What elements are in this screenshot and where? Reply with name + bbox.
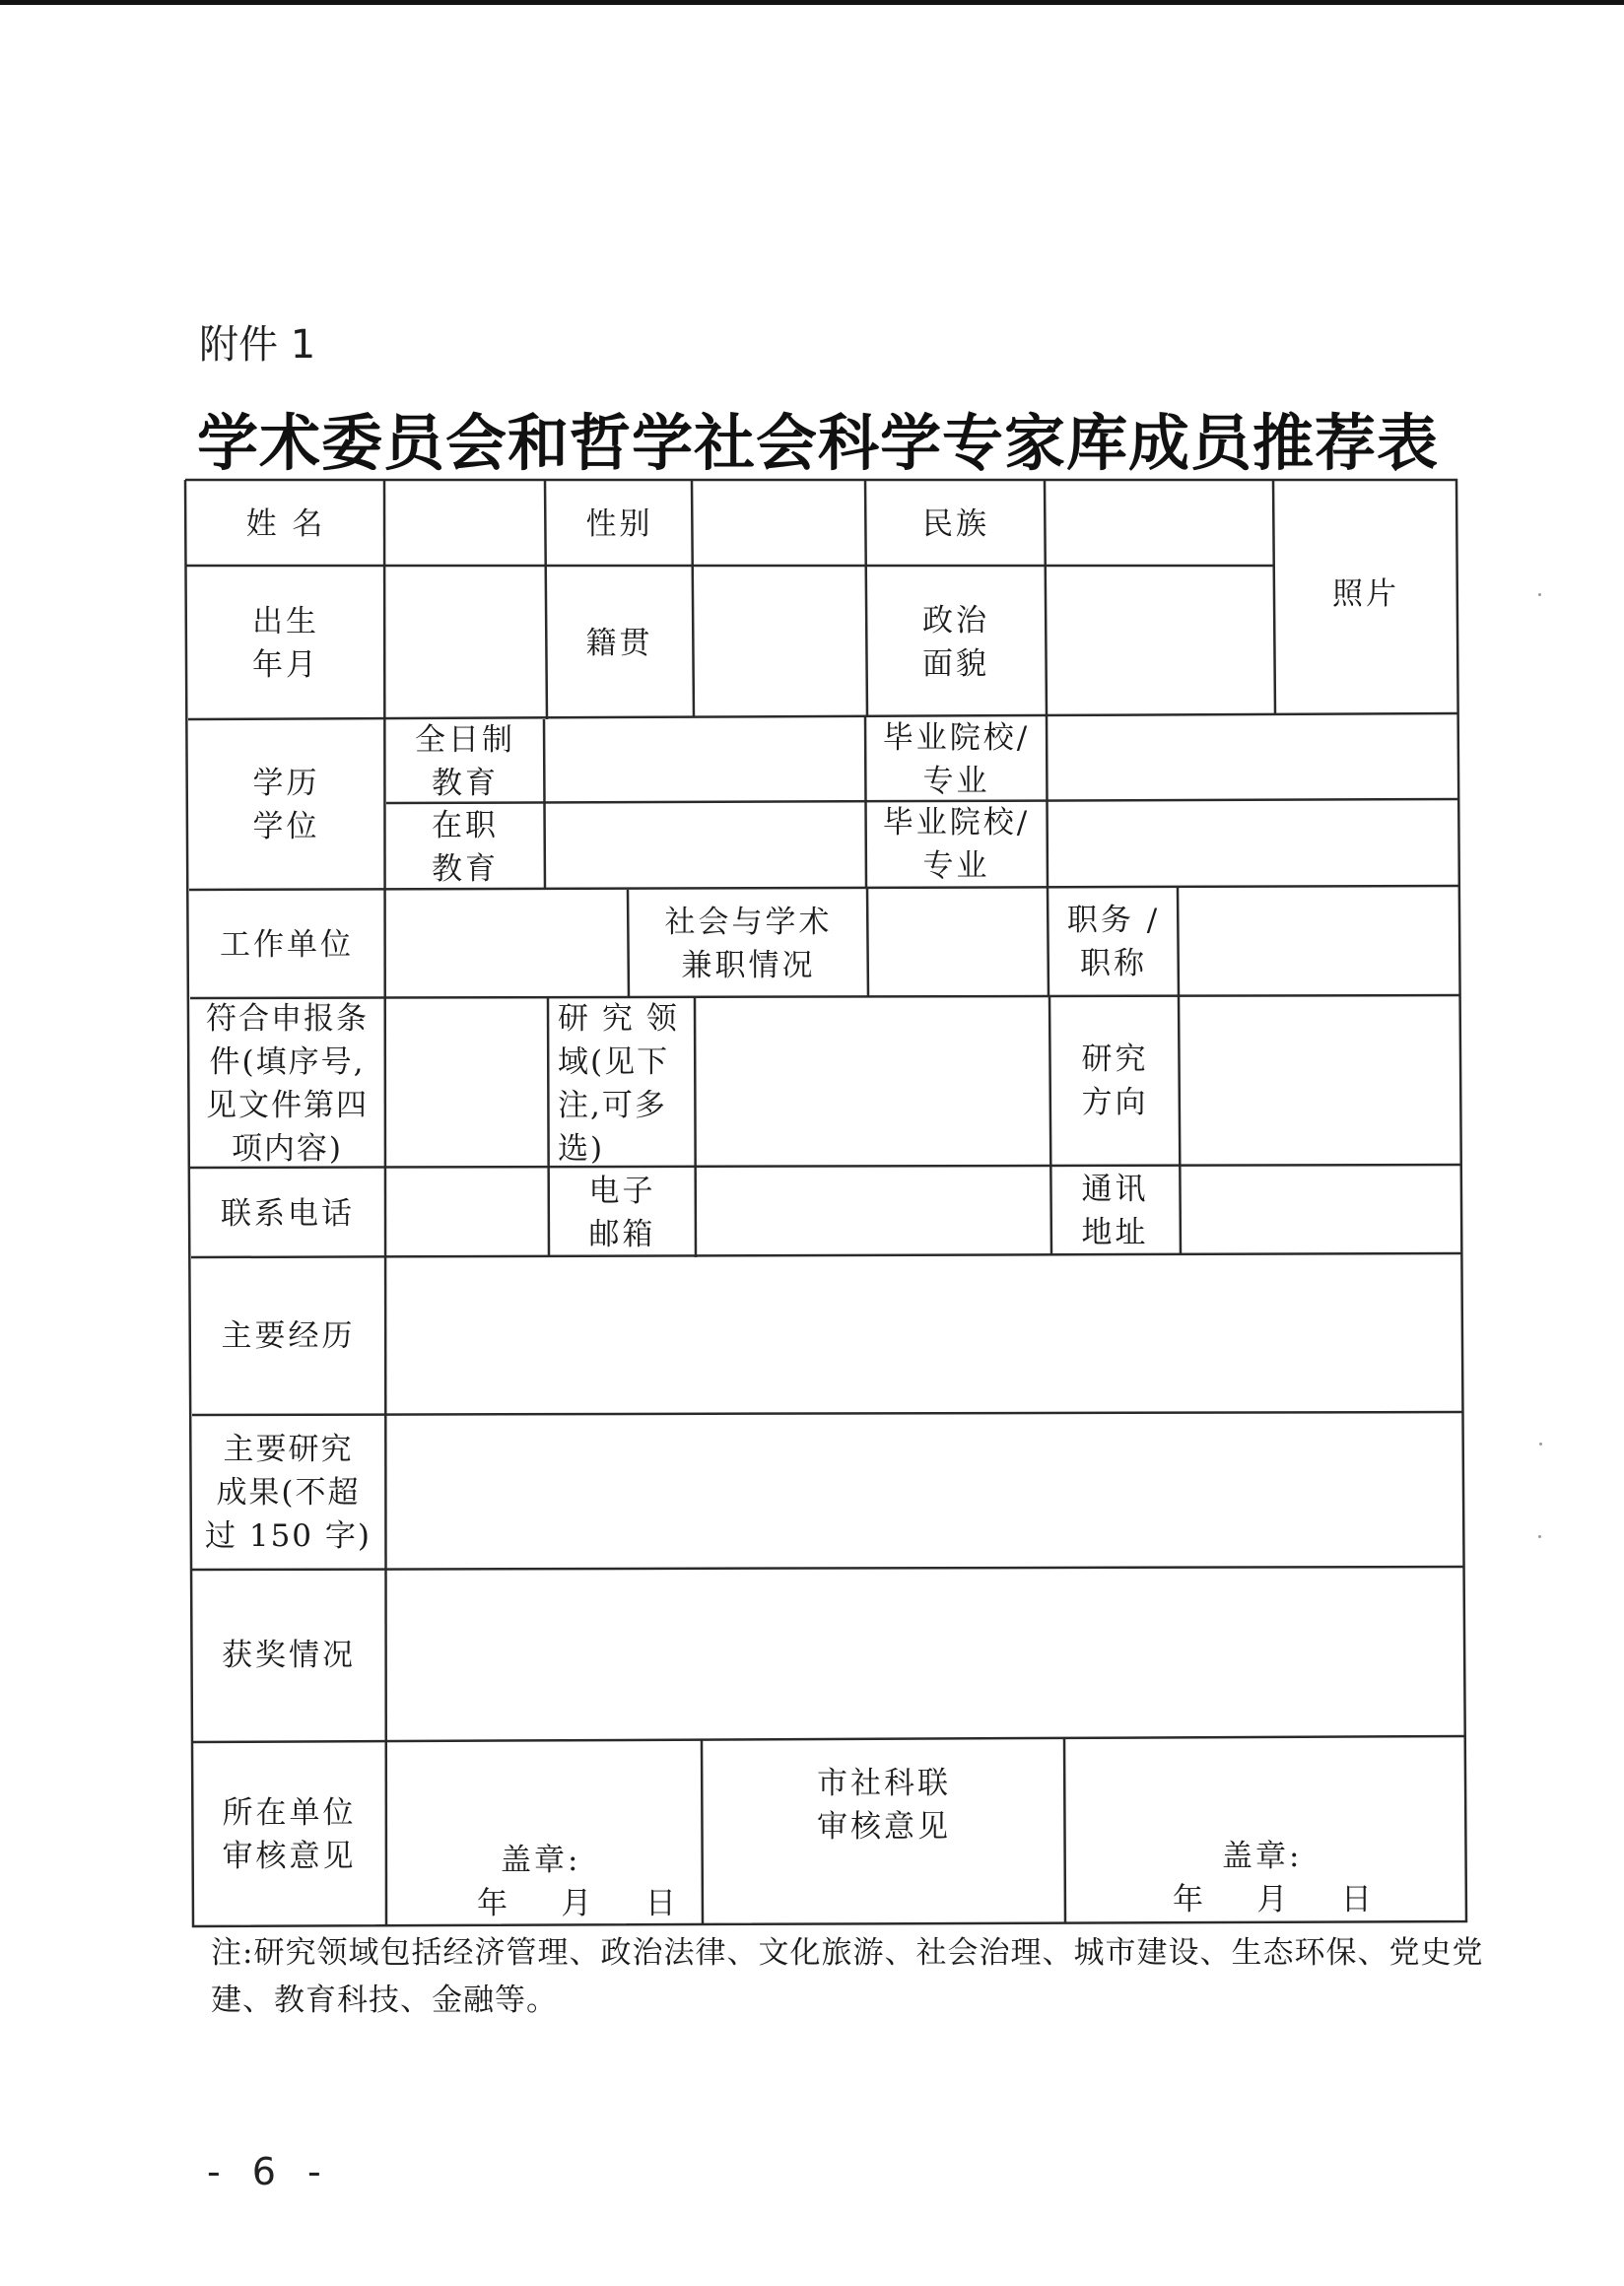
unit-review-date: 年 月 日 — [477, 1886, 679, 1921]
research-field-input[interactable] — [697, 998, 1049, 1167]
main-achievements-field[interactable] — [386, 1414, 1462, 1567]
name-label: 姓 名 — [245, 505, 326, 542]
fulltime-education-label: 全日制 教育 — [415, 722, 515, 801]
political-status-field[interactable] — [1047, 568, 1273, 715]
address-field[interactable] — [1181, 1167, 1460, 1254]
ethnicity-field[interactable] — [1047, 482, 1273, 566]
education-degree-label: 学历 学位 — [252, 766, 320, 844]
email-field[interactable] — [697, 1168, 1049, 1255]
graduate-school-label-2: 毕业院校/ 专业 — [882, 805, 1031, 884]
footnote: 注:研究领域包括经济管理、政治法律、文化旅游、社会治理、城市建设、生态环保、党史党建、教育科技、金融等。 — [211, 1935, 1484, 2018]
unit-review-label: 所在单位 审核意见 — [222, 1795, 357, 1874]
work-unit-label: 工作单位 — [220, 927, 354, 963]
graduate-school-label-1: 毕业院校/ 专业 — [882, 720, 1031, 799]
awards-label: 获奖情况 — [222, 1638, 356, 1673]
phone-field[interactable] — [386, 1170, 548, 1257]
research-direction-label: 研究 方向 — [1081, 1042, 1149, 1120]
qualification-field[interactable] — [386, 999, 548, 1168]
graduate-school-field-2[interactable] — [1048, 800, 1458, 885]
inservice-education-field[interactable] — [546, 805, 865, 890]
scan-speck — [1538, 593, 1541, 596]
unit-seal-label: 盖章: — [501, 1843, 581, 1878]
main-achievements-label: 主要研究 成果(不超 过 150 字) — [205, 1432, 372, 1554]
native-place-field[interactable] — [694, 568, 865, 719]
scan-speck — [1538, 1535, 1541, 1538]
main-experience-field[interactable] — [386, 1258, 1461, 1412]
main-experience-label: 主要经历 — [221, 1318, 356, 1354]
title-rank-field[interactable] — [1180, 889, 1459, 995]
title-rank-label: 职务 / 职称 — [1066, 903, 1161, 981]
qualification-label: 符合申报条 件(填序号, 见文件第四 项内容) — [206, 1000, 369, 1167]
fulltime-education-field[interactable] — [546, 720, 865, 803]
gender-field[interactable] — [694, 482, 865, 566]
social-positions-field[interactable] — [869, 890, 1048, 996]
work-unit-field[interactable] — [386, 892, 628, 998]
photo-box[interactable]: 照片 — [1332, 576, 1399, 612]
name-field[interactable] — [386, 482, 545, 566]
page-number: - 6 - — [207, 2150, 331, 2193]
federation-seal-label: 盖章: — [1222, 1839, 1303, 1874]
federation-review-date: 年 月 日 — [1173, 1882, 1375, 1917]
email-label: 电子 邮箱 — [588, 1173, 656, 1252]
scan-edge — [0, 0, 1624, 5]
research-direction-field[interactable] — [1181, 997, 1460, 1165]
birth-date-label: 出生 年月 — [252, 604, 319, 683]
inservice-education-label: 在职 教育 — [432, 808, 499, 887]
document-title: 学术委员会和哲学社会科学专家库成员推荐表 — [197, 407, 1440, 479]
social-positions-label: 社会与学术 兼职情况 — [664, 905, 833, 983]
birth-date-field[interactable] — [386, 568, 545, 719]
graduate-school-field-1[interactable] — [1048, 716, 1458, 799]
attachment-label: 附件 1 — [199, 322, 316, 368]
native-place-label: 籍贯 — [585, 626, 653, 661]
scan-speck — [1539, 1443, 1542, 1446]
political-status-label: 政治 面貌 — [922, 603, 989, 682]
federation-review-label: 市社科联 审核意见 — [817, 1766, 951, 1845]
gender-label: 性别 — [585, 505, 653, 542]
address-label: 通讯 地址 — [1081, 1171, 1149, 1250]
ethnicity-label: 民族 — [922, 505, 989, 542]
phone-label: 联系电话 — [221, 1195, 355, 1232]
research-field-label: 研 究 领 域(见下 注,可多 选) — [558, 1000, 679, 1167]
awards-field[interactable] — [386, 1569, 1463, 1736]
